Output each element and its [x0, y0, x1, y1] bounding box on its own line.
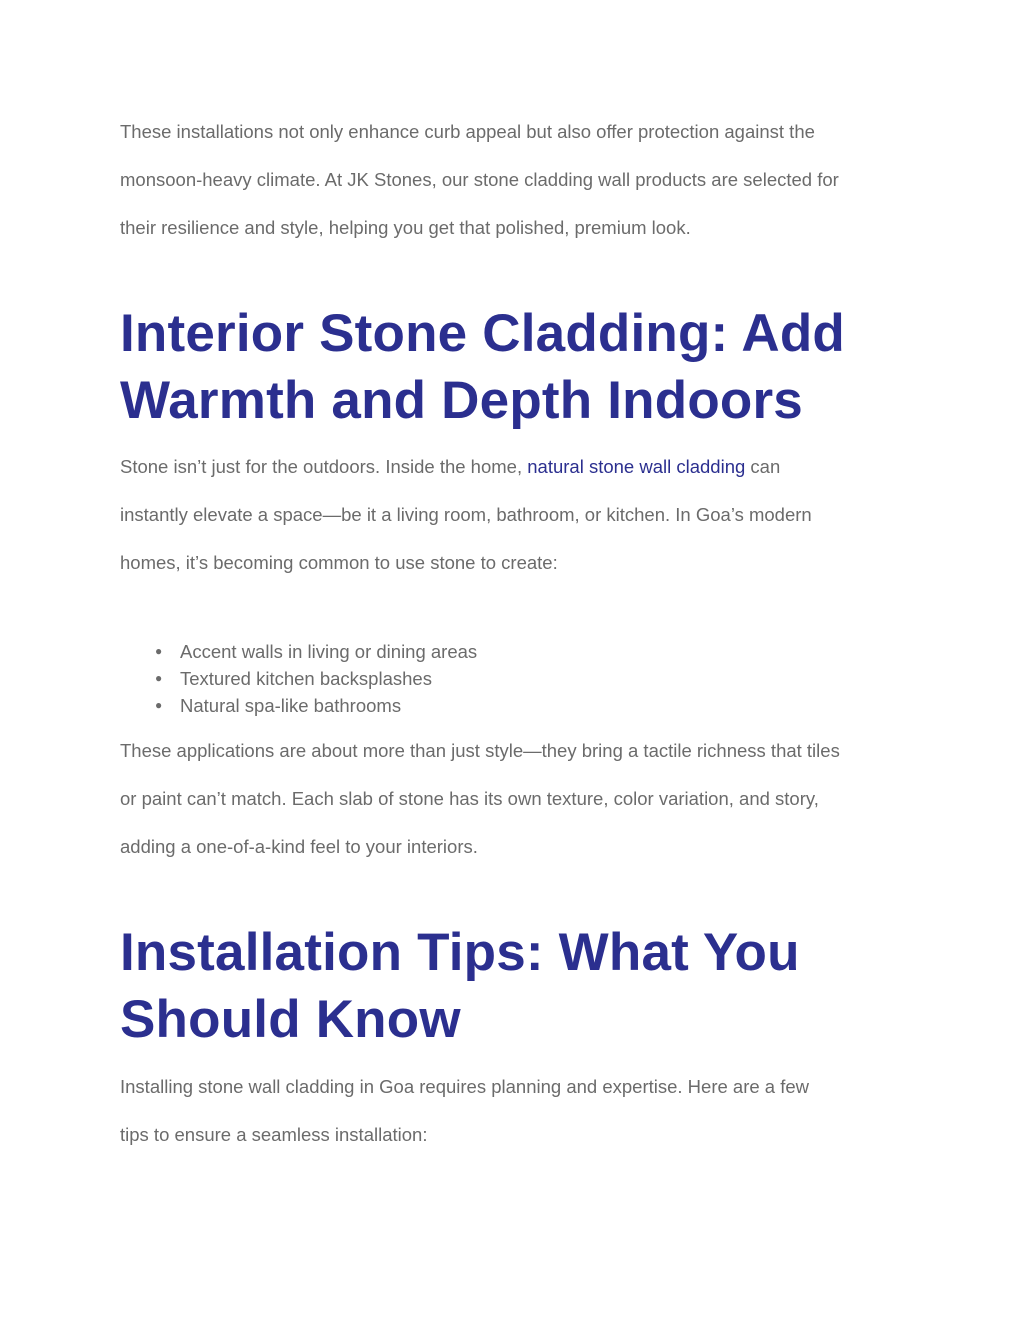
interior-para1-text-before: Stone isn’t just for the outdoors. Inside the home,: [120, 456, 528, 477]
installation-para-line-1: Installing stone wall cladding in Goa requires planning and expertise. Here are a few: [120, 1076, 810, 1097]
installation-heading-line-1: Installation Tips: What You: [120, 923, 800, 982]
interior-paragraph-2: [120, 727, 840, 871]
list-item: [120, 665, 477, 692]
interior-para1-line-2: instantly elevate a space—be it a living room, bathroom, or kitchen. In Goa’s modern: [120, 504, 812, 525]
interior-heading-line-2: Warmth and Depth Indoors: [120, 371, 803, 430]
bullet-icon: ●: [155, 698, 163, 712]
installation-paragraph: [120, 1063, 809, 1159]
interior-heading: [120, 300, 845, 434]
interior-heading-line-1: Interior Stone Cladding: Add: [120, 304, 845, 363]
natural-stone-wall-cladding-link[interactable]: natural stone wall cladding: [527, 456, 746, 477]
interior-para1-text-after: can: [745, 456, 781, 477]
list-item: [120, 692, 477, 719]
installation-heading: [120, 919, 800, 1053]
interior-para2-line-2: or paint can’t match. Each slab of stone has its own texture, color variation, and story,: [120, 788, 819, 809]
list-item-text: Natural spa-like bathrooms: [180, 695, 402, 716]
interior-paragraph-1: [120, 443, 812, 587]
installation-para-line-2: tips to ensure a seamless installation:: [120, 1124, 428, 1145]
list-item-text: Textured kitchen backsplashes: [180, 668, 432, 689]
interior-para2-line-1: These applications are about more than just style—they bring a tactile richness that tiles: [120, 740, 840, 761]
bullet-icon: ●: [155, 644, 163, 658]
installation-heading-line-2: Should Know: [120, 990, 461, 1049]
interior-para1-line-3: homes, it’s becoming common to use stone to create:: [120, 552, 558, 573]
stone-uses-list: [120, 638, 477, 719]
interior-para1-line-1: [120, 443, 812, 491]
intro-line-3: their resilience and style, helping you get that polished, premium look.: [120, 217, 691, 238]
list-item: [120, 638, 477, 665]
list-item-text: Accent walls in living or dining areas: [180, 641, 478, 662]
intro-line-1: These installations not only enhance curb appeal but also offer protection against the: [120, 121, 815, 142]
intro-line-2: monsoon-heavy climate. At JK Stones, our stone cladding wall products are selected for: [120, 169, 839, 190]
interior-para2-line-3: adding a one-of-a-kind feel to your interiors.: [120, 836, 478, 857]
bullet-icon: ●: [155, 671, 163, 685]
intro-paragraph: [120, 108, 839, 252]
